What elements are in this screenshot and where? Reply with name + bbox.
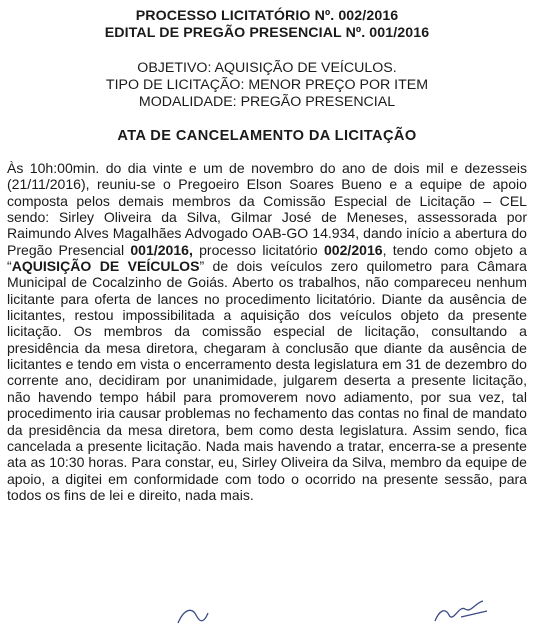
body-bold-object: AQUISIÇÃO DE VEÍCULOS	[11, 258, 200, 275]
body-text-1: Às 10h:00min. do dia vinte e um de novembro do ano de dois mil e dezesseis (21/11/2016), reuniu-se o Pregoeiro Elson Soares Bueno e a equipe de apoio composta pelos demais membros da Comissão Especial de Licitação – CEL sendo: Sirley Oliveira da Silva, Gilmar José de Meneses, assessorada por Raimundo Alves Magalhães Advogado OAB-GO 14.934, dando início a abertura do Pregão Presencial	[7, 160, 527, 258]
signature-scribble	[431, 597, 491, 625]
body-text-3: , tendo como objeto a “	[7, 241, 527, 275]
initials-mark	[174, 605, 224, 625]
objetivo-line: OBJETIVO: AQUISIÇÃO DE VEÍCULOS.	[137, 60, 397, 76]
ata-body-paragraph	[7, 160, 527, 503]
ata-title: ATA DE CANCELAMENTO DA LICITAÇÃO	[117, 128, 417, 144]
modalidade-line: MODALIDADE: PREGÃO PRESENCIAL	[138, 94, 396, 110]
tipo-licitacao-line: TIPO DE LICITAÇÃO: MENOR PREÇO POR ITEM	[105, 77, 429, 93]
edital-heading: EDITAL DE PREGÃO PRESENCIAL Nº. 001/2016	[104, 25, 430, 41]
body-bold-process-number: 002/2016	[323, 241, 383, 258]
body-text-2: processo licitatório	[192, 241, 324, 258]
body-bold-pregao-number: 001/2016,	[130, 241, 193, 258]
body-text-4: ” de dois veículos zero quilometro para Câmara Municipal de Cocalzinho de Goiás. Aberto os trabalhos, não compareceu nenhum licitante para oferta de lances no procedimento licitatório. Diante da ausência de licitantes, restou impossibilitada a aquisição dos veículos objeto da presente licitação. Os membros da comissão especial de licitação, consultando a presidência da mesa diretora, chegaram à conclusão que diante da ausência de licitantes e tendo em vista o encerramento desta legislatura em 31 de dezembro do corrente ano, decidiram por unanimidade, julgarem deserta a presente licitação, não havendo tempo hábil para promoverem novo adiamento, por sua vez, tal procedimento iria causar problemas no fechamento das contas no final de mandato da presidência da mesa diretora, bem como desta legislatura. Assim sendo, fica cancelada a presente licitação. Nada mais havendo a tratar, encerra-se a presente ata as 10:30 horas. Para constar, eu, Sirley Oliveira da Silva, membro da equipe de apoio, a digitei em conformidade com todo o ocorrido na presente sessão, para todos os fins de lei e direito, nada mais.	[7, 258, 527, 503]
process-number-heading: PROCESSO LICITATÓRIO Nº. 002/2016	[135, 8, 399, 24]
